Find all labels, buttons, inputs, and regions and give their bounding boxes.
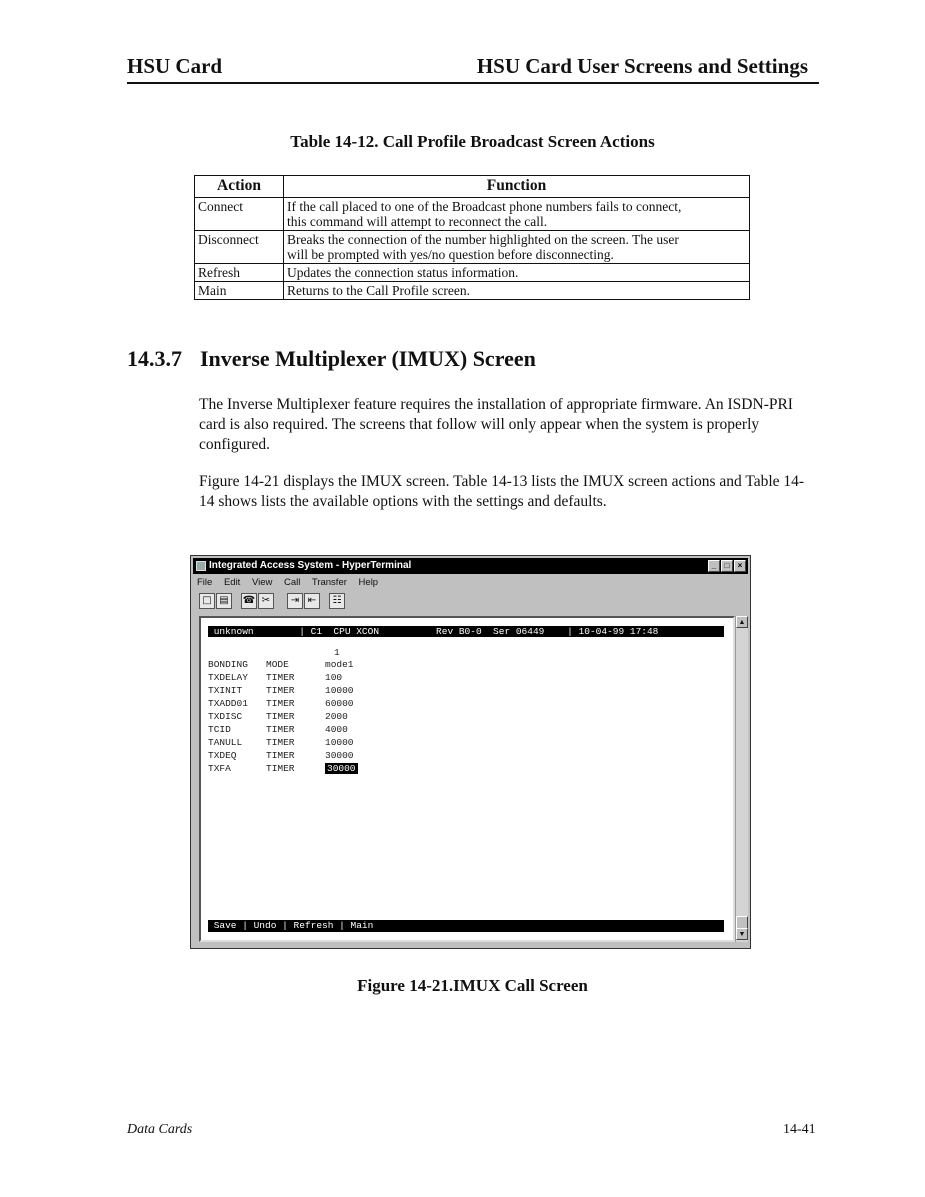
body-paragraph: The Inverse Multiplexer feature requires the installation of appropriate firmware. An ISDN-PRI card is also required. The screens that follow will only appear when the system is properly configured. <box>199 396 793 453</box>
table-row <box>195 231 750 264</box>
send-icon[interactable]: ⇥ <box>287 593 303 609</box>
app-icon <box>196 561 206 571</box>
properties-icon[interactable]: ☷ <box>329 593 345 609</box>
window-titlebar[interactable] <box>193 558 748 574</box>
function-cell <box>284 198 750 231</box>
action-cell: Connect <box>195 198 284 231</box>
maximize-icon[interactable]: □ <box>721 560 733 572</box>
function-line: will be prompted with yes/no question before disconnecting. <box>287 247 614 262</box>
footer-left: Data Cards <box>127 1122 193 1137</box>
receive-icon[interactable]: ⇤ <box>304 593 320 609</box>
terminal-status-line: unknown | C1 CPU XCON Rev B0-0 Ser 06449 | 10-04-99 17:48 <box>208 626 724 637</box>
open-icon[interactable]: ▤ <box>216 593 232 609</box>
terminal-area[interactable]: unknown | C1 CPU XCON Rev B0-0 Ser 06449 | 10-04-99 17:48 1 BONDING MODE mode1 TXDELAY TIMER 100 TXINIT TIMER 10000 TXADD01 TIMER 60000 TXDISC TIMER 2000 TCID TIMER 4000 TANULL TIMER 10000 TXDEQ TIMER 30000 TXFA TIMER 30000 Save | Undo | Refresh | Main <box>199 616 735 942</box>
figure-caption: Figure 14-21.IMUX Call Screen <box>357 976 588 995</box>
function-line: this command will attempt to reconnect the call. <box>287 214 548 229</box>
menu-transfer[interactable]: Transfer <box>311 577 347 588</box>
window-title: Integrated Access System - HyperTerminal <box>209 560 412 571</box>
scroll-up-icon[interactable]: ▲ <box>736 616 748 628</box>
section-number: 14.3.7 <box>127 346 182 371</box>
table-row <box>195 264 750 282</box>
minimize-icon[interactable]: _ <box>708 560 720 572</box>
table-header-row <box>195 176 750 198</box>
disconnect-icon[interactable]: ✂ <box>258 593 274 609</box>
terminal-command-bar: Save | Undo | Refresh | Main <box>208 920 724 932</box>
function-cell <box>284 264 750 282</box>
function-line: Updates the connection status information. <box>287 265 519 280</box>
running-header-right: HSU Card User Screens and Settings <box>476 54 808 78</box>
section-title: Inverse Multiplexer (IMUX) Screen <box>200 346 536 371</box>
selected-value-field[interactable]: 30000 <box>327 763 356 774</box>
function-line: If the call placed to one of the Broadcast phone numbers fails to connect, <box>287 199 682 214</box>
menu-call[interactable]: Call <box>284 577 301 588</box>
hyperterminal-window <box>190 555 751 949</box>
table-row <box>195 282 750 300</box>
menu-view[interactable]: View <box>251 577 273 588</box>
function-line: Breaks the connection of the number highlighted on the screen. The user <box>287 232 679 247</box>
menu-edit[interactable]: Edit <box>223 577 241 588</box>
action-cell: Main <box>195 282 284 300</box>
action-cell: Refresh <box>195 264 284 282</box>
footer-page-number: 14-41 <box>783 1122 816 1137</box>
menu-bar <box>197 576 387 590</box>
scroll-down-icon[interactable]: ▼ <box>736 928 748 940</box>
function-line: Returns to the Call Profile screen. <box>287 283 470 298</box>
running-header-left: HSU Card <box>127 54 223 78</box>
function-cell <box>284 282 750 300</box>
phone-icon[interactable]: ☎ <box>241 593 257 609</box>
header-rule <box>127 82 819 84</box>
function-cell <box>284 231 750 264</box>
vertical-scrollbar[interactable] <box>735 616 748 942</box>
section-heading <box>127 346 536 372</box>
menu-file[interactable]: File <box>197 577 213 588</box>
column-header-action: Action <box>195 176 284 198</box>
table-row <box>195 198 750 231</box>
actions-table <box>194 175 750 300</box>
new-icon[interactable]: □ <box>199 593 215 609</box>
menu-help[interactable]: Help <box>358 577 379 588</box>
body-paragraph: Figure 14-21 displays the IMUX screen. Table 14-13 lists the IMUX screen actions and Table 14-14 shows lists the available options with the settings and defaults. <box>199 473 805 510</box>
action-cell: Disconnect <box>195 231 284 264</box>
column-header-function: Function <box>284 176 750 198</box>
close-icon[interactable]: × <box>734 560 746 572</box>
table-caption: Table 14-12. Call Profile Broadcast Screen Actions <box>290 132 655 151</box>
